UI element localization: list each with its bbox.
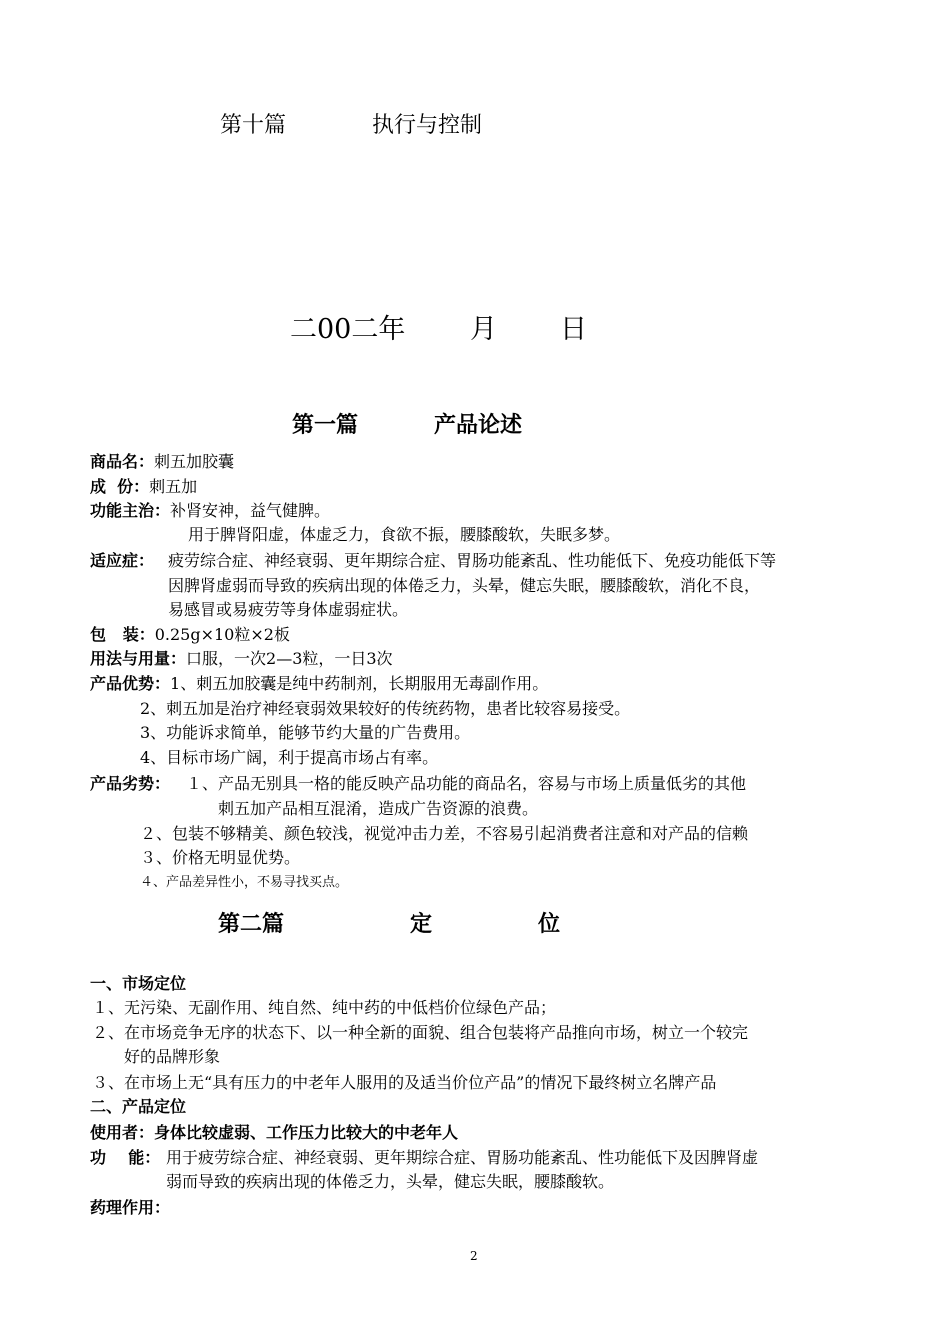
disadvantage-item-1: １、产品无别具一格的能反映产品功能的商品名，容易与市场上质量低劣的其他	[186, 774, 747, 793]
advantage-item-3: 3、功能诉求简单，能够节约大量的广告费用。	[140, 723, 471, 742]
advantage-row	[90, 672, 548, 696]
usage-row	[90, 647, 393, 671]
part2-number: 第二篇	[218, 911, 285, 937]
date-day: 日	[560, 314, 587, 345]
user-line: 使用者：身体比较虚弱、工作压力比较大的中老年人	[90, 1123, 459, 1142]
product-name-label: 商品名：	[90, 452, 155, 471]
advantage-label: 产品优势：	[90, 674, 171, 693]
indication-line-3: 易感冒或易疲劳等身体虚弱症状。	[168, 600, 409, 619]
positioning-function-line-1: 用于疲劳综合症、神经衰弱、更年期综合症、胃肠功能紊乱、性功能低下及因脾肾虚	[166, 1148, 759, 1167]
part1-number: 第一篇	[292, 412, 359, 438]
part2-title-a: 定	[410, 911, 433, 937]
pharmacology-label: 药理作用：	[90, 1198, 171, 1217]
date-month: 月	[470, 314, 497, 345]
part10-title: 执行与控制	[372, 113, 483, 138]
indication-line-1: 疲劳综合症、神经衰弱、更年期综合症、胃肠功能紊乱、性功能低下、免疫功能低下等	[168, 551, 777, 570]
product-name-row	[90, 450, 234, 474]
indication-label: 适应症：	[90, 551, 155, 570]
disadvantage-item-4: ４、产品差异性小，不易寻找买点。	[140, 875, 349, 890]
function-line-2: 用于脾肾阳虚，体虚乏力，食欲不振，腰膝酸软，失眠多梦。	[188, 525, 621, 544]
indication-line-2: 因脾肾虚弱而导致的疾病出现的体倦乏力，头晕，健忘失眠，腰膝酸软，消化不良，	[168, 576, 761, 595]
usage-label: 用法与用量：	[90, 649, 187, 668]
function-line-1: 补肾安神，益气健脾。	[170, 501, 331, 520]
part10-number: 第十篇	[220, 113, 287, 138]
package-label: 包 装：	[90, 625, 155, 644]
product-name-value: 刺五加胶囊	[154, 452, 235, 471]
positioning-function-label: 功 能：	[90, 1148, 161, 1167]
market-item-2-cont: 好的品牌形象	[124, 1047, 221, 1066]
advantage-item-2: 2、刺五加是治疗神经衰弱效果较好的传统药物，患者比较容易接受。	[140, 699, 631, 718]
advantage-item-1: 1、刺五加胶囊是纯中药制剂，长期服用无毒副作用。	[170, 674, 549, 693]
part1-title: 产品论述	[434, 412, 523, 438]
page-number: 2	[470, 1249, 478, 1263]
market-positioning-heading: 一、市场定位	[90, 974, 187, 993]
function-label: 功能主治：	[90, 501, 171, 520]
ingredient-row	[90, 475, 197, 499]
date-year: 二00二年	[290, 314, 406, 345]
product-positioning-heading: 二、产品定位	[90, 1097, 187, 1116]
function-row	[90, 499, 330, 523]
advantage-item-4: 4、目标市场广阔，利于提高市场占有率。	[140, 748, 439, 767]
positioning-function-line-2: 弱而导致的疾病出现的体倦乏力，头晕，健忘失眠，腰膝酸软。	[166, 1172, 615, 1191]
ingredient-label: 成 份：	[90, 477, 150, 496]
market-item-2: ２、在市场竞争无序的状态下、以一种全新的面貌、组合包装将产品推向市场，树立一个较完	[92, 1023, 749, 1042]
ingredient-value: 刺五加	[149, 477, 198, 496]
usage-value: 口服，一次2—3粒，一日3次	[186, 649, 393, 668]
disadvantage-item-2: ２、包装不够精美、颜色较浅，视觉冲击力差，不容易引起消费者注意和对产品的信赖	[140, 824, 749, 843]
disadvantage-label: 产品劣势：	[90, 774, 171, 793]
disadvantage-item-3: ３、价格无明显优势。	[140, 848, 301, 867]
package-row	[90, 623, 290, 647]
market-item-1: １、无污染、无副作用、纯自然、纯中药的中低档价位绿色产品；	[92, 998, 557, 1017]
market-item-3: ３、在市场上无“具有压力的中老年人服用的及适当价位产品”的情况下最终树立名牌产品	[92, 1073, 717, 1092]
part2-title-b: 位	[538, 911, 561, 937]
package-value: 0.25g×10粒×2板	[154, 625, 290, 644]
disadvantage-item-1-cont: 刺五加产品相互混淆，造成广告资源的浪费。	[218, 799, 539, 818]
